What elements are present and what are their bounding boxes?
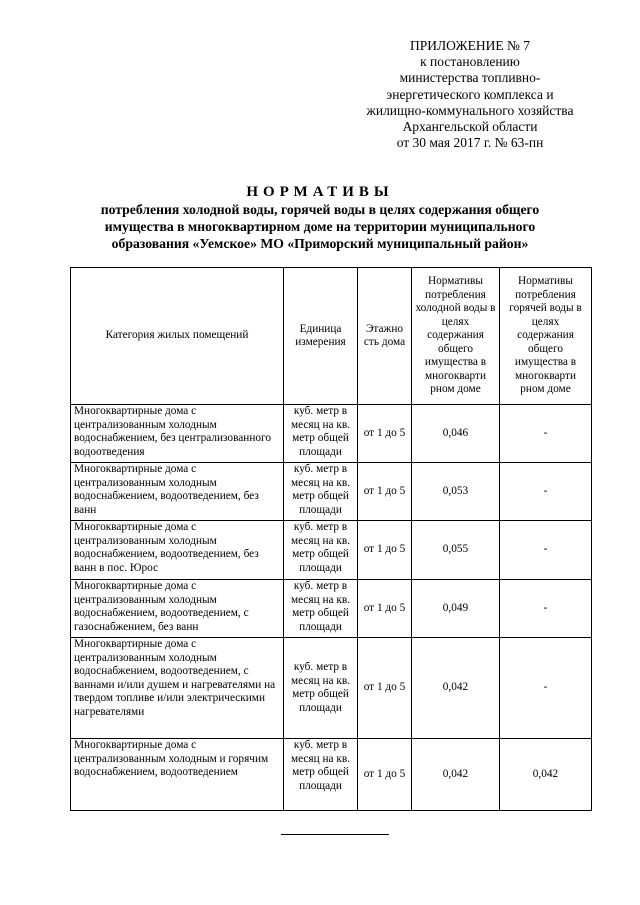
cell-category: Многоквартирные дома с централизованным холодным водоснабжением, водоотведением, без ванн в пос. Юрос [71, 521, 284, 580]
cell-floors: от 1 до 5 [358, 739, 412, 811]
title-sub-line: имущества в многоквартирном доме на территории муниципального [104, 219, 536, 234]
cell-category: Многоквартирные дома с централизованным холодным и горячим водоснабжением, водоотведением [71, 739, 284, 811]
cell-cold-norm: 0,055 [412, 521, 500, 580]
table-row [71, 580, 592, 638]
cell-unit: куб. метр в месяц на кв. метр общей площади [284, 463, 358, 521]
appendix-line: от 30 мая 2017 г. № 63-пн [396, 135, 544, 151]
title-subtitle [60, 201, 580, 252]
cell-category: Многоквартирные дома с централизованным холодным водоснабжением, без централизованного водоотведения [71, 405, 284, 463]
cell-hot-norm: - [500, 521, 592, 580]
cell-unit: куб. метр в месяц на кв. метр общей площади [284, 638, 358, 739]
cell-category: Многоквартирные дома с централизованным холодным водоснабжением, водоотведением, с ваннами и/или душем и нагревателями на твердом топливе и/или электрическими нагревателями [71, 638, 284, 739]
footer-divider [281, 834, 389, 835]
cell-unit: куб. метр в месяц на кв. метр общей площади [284, 739, 358, 811]
norms-table [70, 267, 592, 811]
header-category: Категория жилых помещений [71, 268, 284, 405]
title-sub-line: образования «Уемское» МО «Приморский муниципальный район» [111, 236, 529, 251]
cell-hot-norm: - [500, 405, 592, 463]
cell-cold-norm: 0,046 [412, 405, 500, 463]
header-floors: Этажно сть дома [358, 268, 412, 405]
cell-floors: от 1 до 5 [358, 580, 412, 638]
cell-floors: от 1 до 5 [358, 521, 412, 580]
cell-cold-norm: 0,042 [412, 739, 500, 811]
appendix-line: жилищно-коммунального хозяйства [366, 102, 574, 118]
header-unit: Единица измерения [284, 268, 358, 405]
document-title [60, 183, 580, 252]
appendix-header [340, 38, 600, 151]
appendix-line: энергетического комплекса и [386, 86, 554, 102]
cell-unit: куб. метр в месяц на кв. метр общей площади [284, 405, 358, 463]
cell-unit: куб. метр в месяц на кв. метр общей площади [284, 580, 358, 638]
table-header-row [71, 268, 592, 405]
cell-cold-norm: 0,053 [412, 463, 500, 521]
table-row [71, 739, 592, 811]
cell-category: Многоквартирные дома с централизованным холодным водоснабжением, водоотведением, без ванн [71, 463, 284, 521]
title-sub-line: потребления холодной воды, горячей воды в целях содержания общего [100, 202, 540, 217]
cell-hot-norm: - [500, 463, 592, 521]
header-hot-water-norm: Нормативы потребления горячей воды в целях содержания общего имущества в многокварти рном доме [500, 268, 592, 405]
cell-floors: от 1 до 5 [358, 405, 412, 463]
cell-unit: куб. метр в месяц на кв. метр общей площади [284, 521, 358, 580]
table-row [71, 638, 592, 739]
header-cold-water-norm: Нормативы потребления холодной воды в целях содержания общего имущества в многокварти рном доме [412, 268, 500, 405]
appendix-line: министерства топливно- [399, 70, 541, 86]
appendix-line: к постановлению [420, 54, 520, 70]
cell-floors: от 1 до 5 [358, 463, 412, 521]
table-row [71, 521, 592, 580]
cell-hot-norm: 0,042 [500, 739, 592, 811]
cell-hot-norm: - [500, 638, 592, 739]
appendix-line: ПРИЛОЖЕНИЕ № 7 [409, 38, 531, 53]
cell-cold-norm: 0,042 [412, 638, 500, 739]
title-main: НОРМАТИВЫ [246, 184, 394, 200]
cell-floors: от 1 до 5 [358, 638, 412, 739]
cell-category: Многоквартирные дома с централизованным холодным водоснабжением, водоотведением, с газоснабжением, без ванн [71, 580, 284, 638]
table-row [71, 463, 592, 521]
appendix-line: Архангельской области [402, 119, 538, 135]
cell-cold-norm: 0,049 [412, 580, 500, 638]
cell-hot-norm: - [500, 580, 592, 638]
table-row [71, 405, 592, 463]
